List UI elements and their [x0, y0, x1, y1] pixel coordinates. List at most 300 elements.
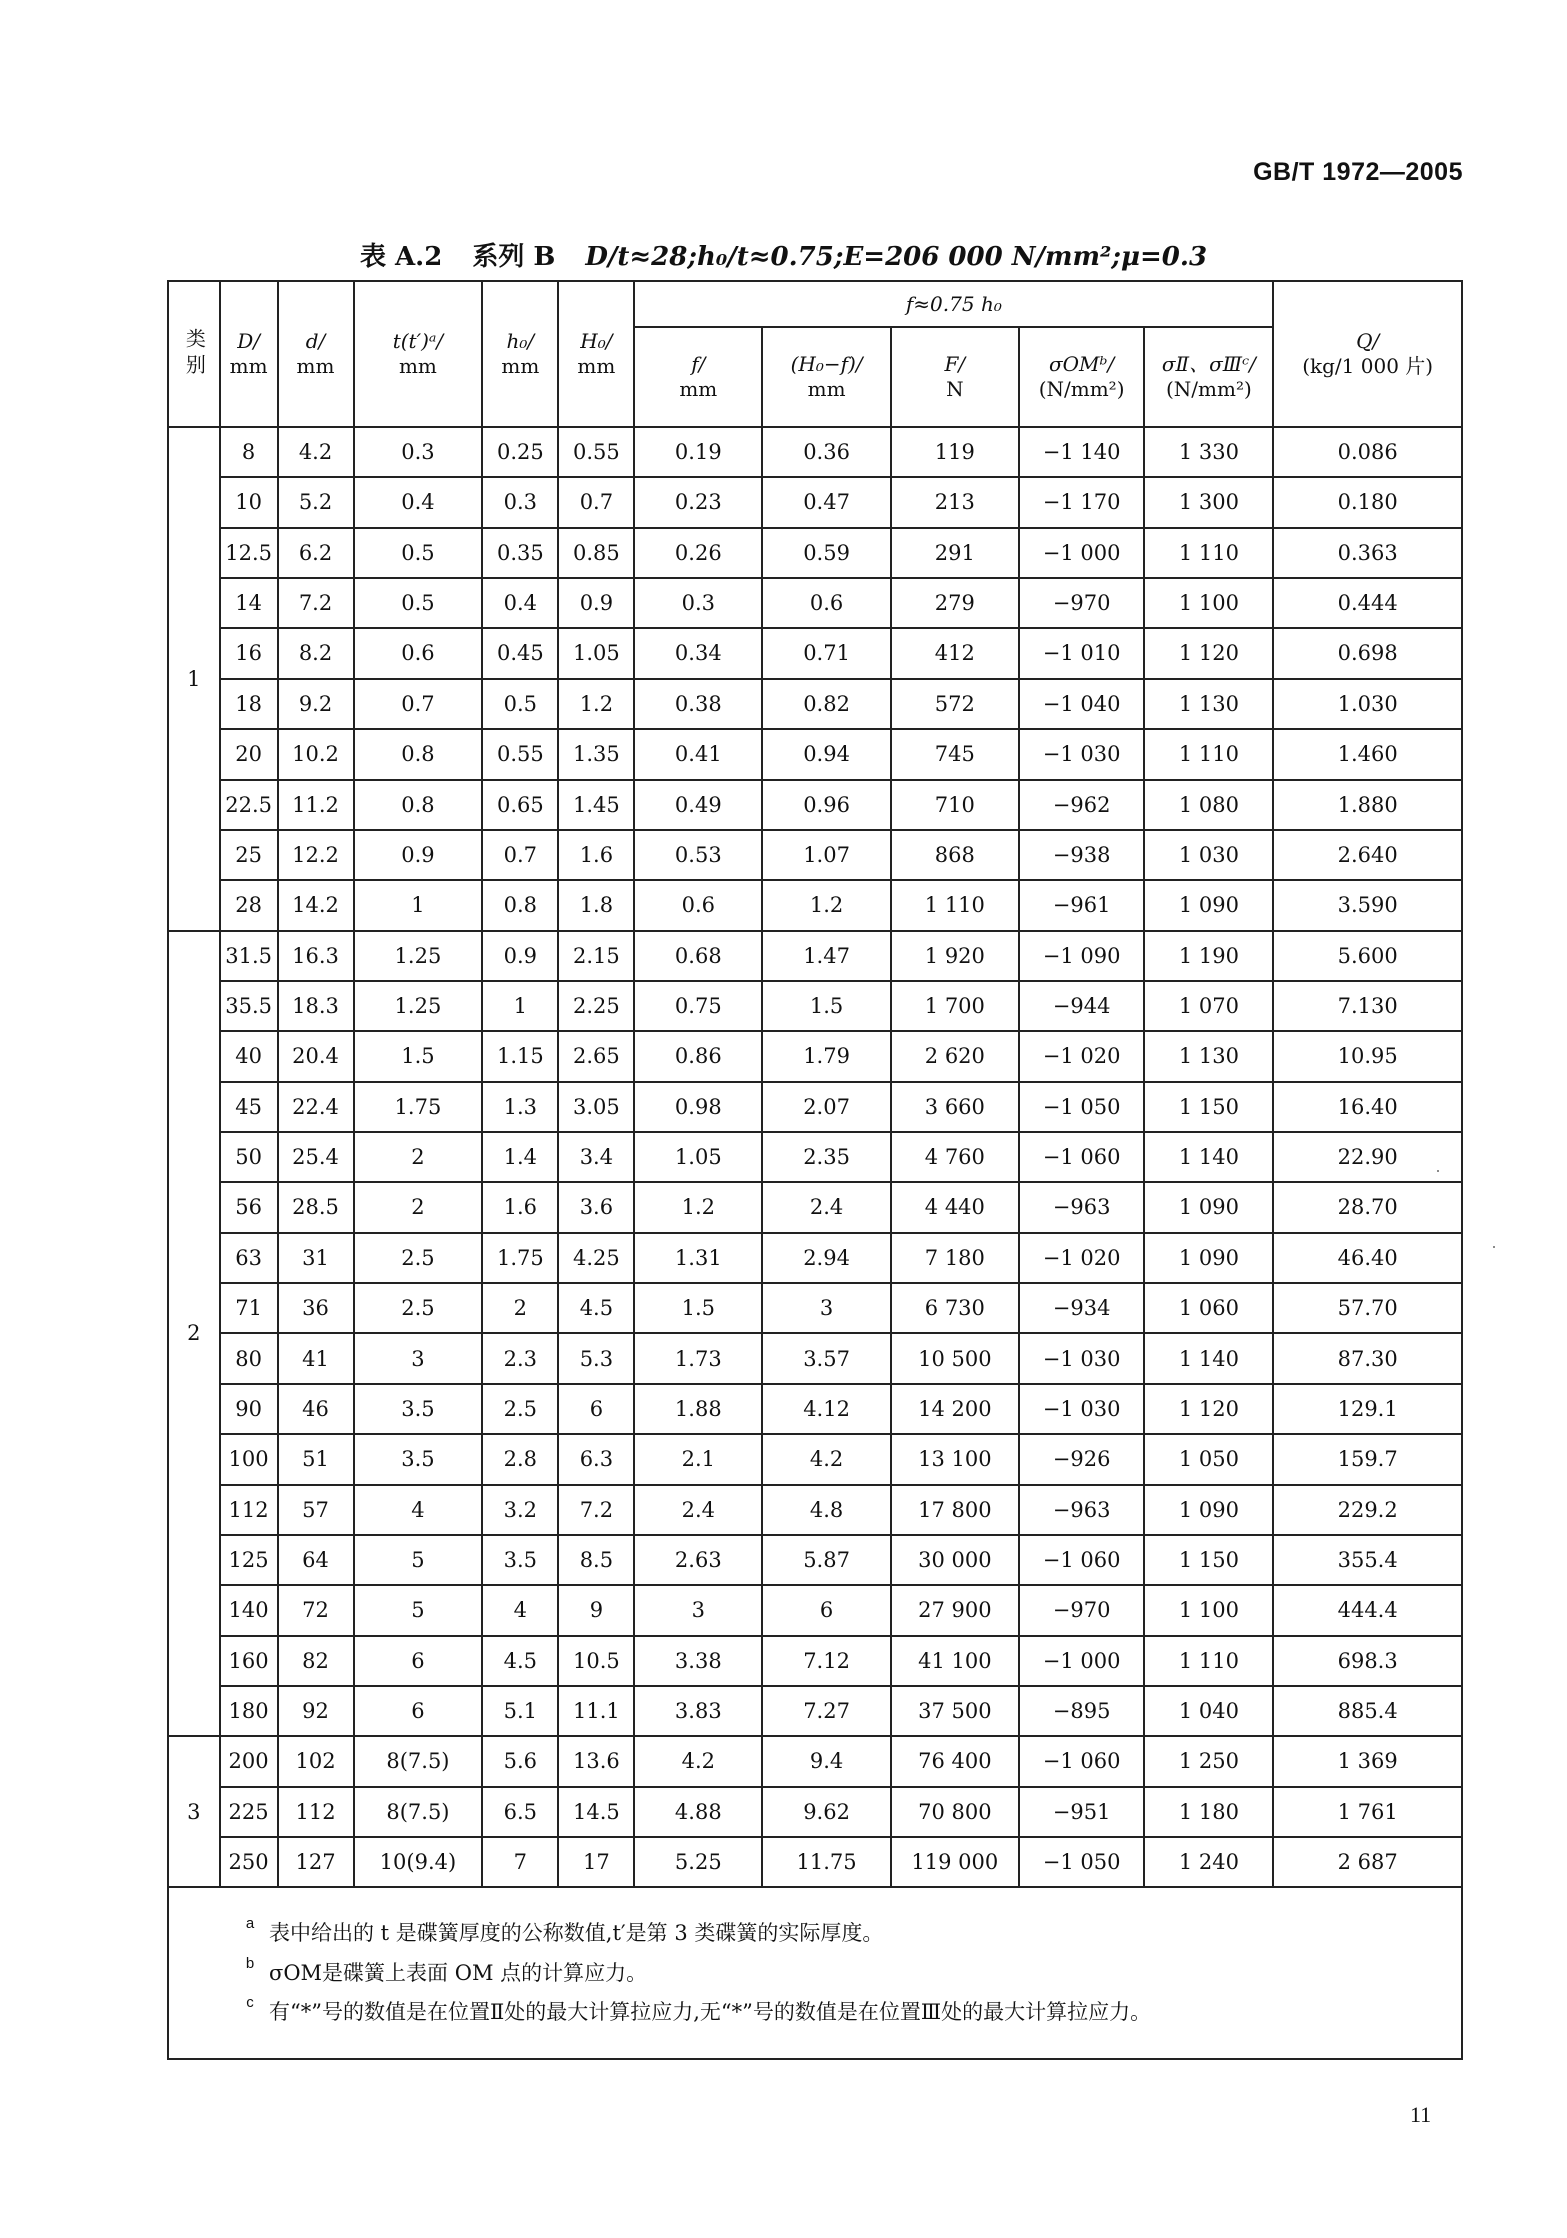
col-header-H0: H₀/ mm	[558, 281, 634, 427]
table-cell: 100	[220, 1434, 278, 1484]
table-cell: −961	[1019, 880, 1145, 930]
table-cell: 698.3	[1273, 1636, 1462, 1686]
table-cell: 2.5	[354, 1283, 483, 1333]
table-cell: −1 060	[1019, 1535, 1145, 1585]
table-cell: 57.70	[1273, 1283, 1462, 1333]
table-cell: 3	[354, 1333, 483, 1383]
table-cell: 2.65	[558, 1031, 634, 1081]
table-cell: 22.90	[1273, 1132, 1462, 1182]
table-cell: 82	[278, 1636, 354, 1686]
table-cell: 3.38	[634, 1636, 762, 1686]
table-row	[168, 1384, 1462, 1434]
table-cell: −1 170	[1019, 477, 1145, 527]
table-cell: 160	[220, 1636, 278, 1686]
table-cell: 0.180	[1273, 477, 1462, 527]
table-cell: −895	[1019, 1686, 1145, 1736]
table-row	[168, 1787, 1462, 1837]
table-cell: 1.75	[482, 1233, 558, 1283]
footnote-mark: b	[245, 1954, 255, 1972]
table-cell: 5.25	[634, 1837, 762, 1887]
table-cell: −1 000	[1019, 1636, 1145, 1686]
table-cell: 1 110	[891, 880, 1019, 930]
table-cell: 250	[220, 1837, 278, 1887]
table-cell: 5	[354, 1585, 483, 1635]
table-cell: 0.94	[762, 729, 891, 779]
table-cell: 745	[891, 729, 1019, 779]
table-cell: 1.880	[1273, 780, 1462, 830]
table-cell: 0.5	[354, 528, 483, 578]
col-header-D: D/ mm	[220, 281, 278, 427]
table-cell: 1.05	[558, 628, 634, 678]
table-cell: 0.75	[634, 981, 762, 1031]
table-cell: 13 100	[891, 1434, 1019, 1484]
table-body	[168, 427, 1462, 2059]
table-cell: 1.3	[482, 1082, 558, 1132]
table-cell: 70 800	[891, 1787, 1019, 1837]
table-cell: 0.96	[762, 780, 891, 830]
table-cell: 0.7	[354, 679, 483, 729]
table-cell: 63	[220, 1233, 278, 1283]
table-cell: −938	[1019, 830, 1145, 880]
table-cell: 1 050	[1144, 1434, 1273, 1484]
table-cell: 0.7	[558, 477, 634, 527]
table-cell: 0.55	[558, 427, 634, 477]
table-cell: 0.6	[762, 578, 891, 628]
table-cell: 5.600	[1273, 931, 1462, 981]
table-cell: 0.9	[558, 578, 634, 628]
table-cell: −1 090	[1019, 931, 1145, 981]
table-cell: 885.4	[1273, 1686, 1462, 1736]
table-cell: 1.460	[1273, 729, 1462, 779]
table-cell: 444.4	[1273, 1585, 1462, 1635]
table-row	[168, 1082, 1462, 1132]
table-cell: 1 700	[891, 981, 1019, 1031]
table-cell: 7.27	[762, 1686, 891, 1736]
table-row	[168, 427, 1462, 477]
table-cell: 5	[354, 1535, 483, 1585]
col-header-d: d/ mm	[278, 281, 354, 427]
table-cell: 3	[634, 1585, 762, 1635]
table-cell: 10.2	[278, 729, 354, 779]
table-cell: 4.88	[634, 1787, 762, 1837]
table-cell: 0.363	[1273, 528, 1462, 578]
table-cell: 0.8	[354, 729, 483, 779]
table-cell: 6 730	[891, 1283, 1019, 1333]
table-cell: 1.35	[558, 729, 634, 779]
table-cell: 1 100	[1144, 578, 1273, 628]
table-cell: 4 760	[891, 1132, 1019, 1182]
table-cell: 9.2	[278, 679, 354, 729]
table-cell: 0.9	[482, 931, 558, 981]
col-header-f: f/ mm	[634, 327, 762, 427]
table-cell: 102	[278, 1736, 354, 1786]
table-row	[168, 1031, 1462, 1081]
table-cell: 4.12	[762, 1384, 891, 1434]
table-cell: 0.53	[634, 830, 762, 880]
table-cell: −1 010	[1019, 628, 1145, 678]
table-cell: 0.85	[558, 528, 634, 578]
table-cell: 1 369	[1273, 1736, 1462, 1786]
table-cell: 0.45	[482, 628, 558, 678]
table-cell: 0.4	[354, 477, 483, 527]
table-cell: 17 800	[891, 1485, 1019, 1535]
table-cell: 11.75	[762, 1837, 891, 1887]
table-cell: 2.8	[482, 1434, 558, 1484]
table-cell: 1.6	[558, 830, 634, 880]
table-cell: 76 400	[891, 1736, 1019, 1786]
table-cell: 3.590	[1273, 880, 1462, 930]
table-cell: 0.34	[634, 628, 762, 678]
table-cell: −1 060	[1019, 1736, 1145, 1786]
table-row	[168, 880, 1462, 930]
table-cell: 2.3	[482, 1333, 558, 1383]
table-row	[168, 1182, 1462, 1232]
table-cell: 4.25	[558, 1233, 634, 1283]
table-cell: 1 090	[1144, 1233, 1273, 1283]
table-cell: 1 250	[1144, 1736, 1273, 1786]
table-cell: 0.65	[482, 780, 558, 830]
col-header-t: t(t′)ᵃ/ mm	[354, 281, 483, 427]
table-cell: 31.5	[220, 931, 278, 981]
table-cell: 0.8	[482, 880, 558, 930]
table-cell: 125	[220, 1535, 278, 1585]
table-cell: 1.15	[482, 1031, 558, 1081]
table-cell: 0.47	[762, 477, 891, 527]
table-cell: 6.3	[558, 1434, 634, 1484]
table-cell: 1 190	[1144, 931, 1273, 981]
table-cell: 10(9.4)	[354, 1837, 483, 1887]
table-cell: −970	[1019, 1585, 1145, 1635]
col-header-H0-minus-f: (H₀−f)/ mm	[762, 327, 891, 427]
table-row	[168, 1636, 1462, 1686]
table-cell: 3 660	[891, 1082, 1019, 1132]
table-cell: 9.62	[762, 1787, 891, 1837]
table-cell: 12.2	[278, 830, 354, 880]
table-cell: 1.45	[558, 780, 634, 830]
footnote-text: 有“*”号的数值是在位置Ⅱ处的最大计算拉应力,无“*”号的数值是在位置Ⅲ处的最大计算拉应力。	[269, 1999, 1152, 2024]
col-header-Q: Q/ (kg/1 000 片)	[1273, 281, 1462, 427]
scan-speck	[1437, 1170, 1439, 1172]
table-cell: 7 180	[891, 1233, 1019, 1283]
table-cell: 1 100	[1144, 1585, 1273, 1635]
table-cell: 1 130	[1144, 679, 1273, 729]
table-cell: 291	[891, 528, 1019, 578]
table-cell: 35.5	[220, 981, 278, 1031]
table-cell: 18	[220, 679, 278, 729]
table-cell: 1 120	[1144, 628, 1273, 678]
table-cell: 1	[354, 880, 483, 930]
table-cell: 5.87	[762, 1535, 891, 1585]
table-cell: 0.19	[634, 427, 762, 477]
table-row	[168, 1434, 1462, 1484]
table-cell: 6	[558, 1384, 634, 1434]
table-cell: 0.5	[482, 679, 558, 729]
table-cell: 28.5	[278, 1182, 354, 1232]
table-cell: −934	[1019, 1283, 1145, 1333]
table-cell: −944	[1019, 981, 1145, 1031]
table-cell: −1 020	[1019, 1031, 1145, 1081]
table-cell: −1 060	[1019, 1132, 1145, 1182]
table-cell: 225	[220, 1787, 278, 1837]
table-cell: 1.07	[762, 830, 891, 880]
table-cell: 92	[278, 1686, 354, 1736]
table-cell: 3.2	[482, 1485, 558, 1535]
table-cell: 0.6	[354, 628, 483, 678]
table-cell: 1 180	[1144, 1787, 1273, 1837]
table-cell: 4.8	[762, 1485, 891, 1535]
table-cell: 14.5	[558, 1787, 634, 1837]
table-cell: 159.7	[1273, 1434, 1462, 1484]
table-cell: 127	[278, 1837, 354, 1887]
table-cell: 90	[220, 1384, 278, 1434]
table-row	[168, 1837, 1462, 1887]
table-cell: 1.8	[558, 880, 634, 930]
table-row	[168, 1585, 1462, 1635]
col-header-group-deflection: f≈0.75 h₀	[634, 281, 1273, 327]
table-cell: 0.3	[634, 578, 762, 628]
table-cell: −1 000	[1019, 528, 1145, 578]
table-cell: 8(7.5)	[354, 1736, 483, 1786]
table-cell: 2.4	[762, 1182, 891, 1232]
footnotes-row	[168, 1887, 1462, 2059]
table-cell: 1.25	[354, 931, 483, 981]
table-cell: 16.40	[1273, 1082, 1462, 1132]
page-number: 11	[1410, 2102, 1432, 2127]
table-cell: 119 000	[891, 1837, 1019, 1887]
table-cell: 868	[891, 830, 1019, 880]
table-cell: 5.1	[482, 1686, 558, 1736]
table-cell: 3.5	[482, 1535, 558, 1585]
table-cell: 1 070	[1144, 981, 1273, 1031]
table-cell: 1.6	[482, 1182, 558, 1232]
footnote	[231, 1954, 1461, 1988]
category-cell: 2	[168, 931, 220, 1737]
table-cell: 0.36	[762, 427, 891, 477]
table-cell: 6.5	[482, 1787, 558, 1837]
table-cell: 1 110	[1144, 528, 1273, 578]
table-cell: 2.07	[762, 1082, 891, 1132]
table-cell: 0.26	[634, 528, 762, 578]
table-cell: 41 100	[891, 1636, 1019, 1686]
table-cell: 0.7	[482, 830, 558, 880]
table-cell: 412	[891, 628, 1019, 678]
footnote	[231, 1915, 1461, 1948]
table-row	[168, 1283, 1462, 1333]
table-cell: 41	[278, 1333, 354, 1383]
table-cell: 1.75	[354, 1082, 483, 1132]
table-cell: 129.1	[1273, 1384, 1462, 1434]
table-cell: 2.35	[762, 1132, 891, 1182]
table-cell: 1 330	[1144, 427, 1273, 477]
table-cell: 20.4	[278, 1031, 354, 1081]
table-cell: 9.4	[762, 1736, 891, 1786]
table-cell: 572	[891, 679, 1019, 729]
table-cell: 1.25	[354, 981, 483, 1031]
table-cell: 45	[220, 1082, 278, 1132]
table-cell: 87.30	[1273, 1333, 1462, 1383]
table-cell: 14 200	[891, 1384, 1019, 1434]
table-cell: 27 900	[891, 1585, 1019, 1635]
table-cell: 12.5	[220, 528, 278, 578]
table-cell: 1 080	[1144, 780, 1273, 830]
table-row	[168, 1333, 1462, 1383]
table-cell: −1 030	[1019, 1333, 1145, 1383]
table-cell: 10	[220, 477, 278, 527]
table-cell: 0.98	[634, 1082, 762, 1132]
table-cell: 2.63	[634, 1535, 762, 1585]
table-cell: 279	[891, 578, 1019, 628]
table-cell: 28	[220, 880, 278, 930]
table-cell: −926	[1019, 1434, 1145, 1484]
table-cell: 0.6	[634, 880, 762, 930]
table-cell: 1 110	[1144, 729, 1273, 779]
table-cell: 3	[762, 1283, 891, 1333]
table-cell: 64	[278, 1535, 354, 1585]
table-cell: 14.2	[278, 880, 354, 930]
table-row	[168, 1485, 1462, 1535]
table-cell: 0.086	[1273, 427, 1462, 477]
table-cell: 11.2	[278, 780, 354, 830]
table-cell: 1 040	[1144, 1686, 1273, 1736]
table-cell: 3.5	[354, 1434, 483, 1484]
table-cell: 16.3	[278, 931, 354, 981]
table-cell: 14	[220, 578, 278, 628]
table-cell: 2.5	[354, 1233, 483, 1283]
table-cell: 6	[354, 1636, 483, 1686]
table-cell: 0.4	[482, 578, 558, 628]
table-cell: 11.1	[558, 1686, 634, 1736]
table-cell: 1 150	[1144, 1082, 1273, 1132]
scan-speck	[1493, 1246, 1495, 1248]
table-cell: 22.5	[220, 780, 278, 830]
table-row	[168, 1736, 1462, 1786]
table-row	[168, 578, 1462, 628]
table-cell: 200	[220, 1736, 278, 1786]
table-cell: 1 110	[1144, 1636, 1273, 1686]
table-cell: 1.47	[762, 931, 891, 981]
table-cell: 4.5	[558, 1283, 634, 1333]
table-cell: 1 300	[1144, 477, 1273, 527]
table-cell: 4.2	[634, 1736, 762, 1786]
table-cell: 0.8	[354, 780, 483, 830]
table-row	[168, 729, 1462, 779]
table-cell: 2	[354, 1132, 483, 1182]
table-cell: 4	[482, 1585, 558, 1635]
table-cell: 6.2	[278, 528, 354, 578]
col-header-F: F/ N	[891, 327, 1019, 427]
table-cell: 10.95	[1273, 1031, 1462, 1081]
table-cell: 0.3	[354, 427, 483, 477]
table-cell: 119	[891, 427, 1019, 477]
table-cell: 3.6	[558, 1182, 634, 1232]
table-cell: 2.4	[634, 1485, 762, 1535]
table-cell: 1 090	[1144, 1485, 1273, 1535]
table-cell: 0.35	[482, 528, 558, 578]
table-cell: −1 050	[1019, 1837, 1145, 1887]
table-caption	[0, 236, 1567, 273]
table-cell: 112	[220, 1485, 278, 1535]
table-cell: 1.05	[634, 1132, 762, 1182]
table-cell: 0.9	[354, 830, 483, 880]
table-cell: −962	[1019, 780, 1145, 830]
table-cell: 7.12	[762, 1636, 891, 1686]
table-cell: 4 440	[891, 1182, 1019, 1232]
table-cell: 1 060	[1144, 1283, 1273, 1333]
table-cell: 8(7.5)	[354, 1787, 483, 1837]
table-cell: 0.82	[762, 679, 891, 729]
table-cell: 25	[220, 830, 278, 880]
table-cell: 51	[278, 1434, 354, 1484]
table-cell: 1 761	[1273, 1787, 1462, 1837]
table-cell: 8.5	[558, 1535, 634, 1585]
table-cell: 17	[558, 1837, 634, 1887]
col-header-category: 类别	[168, 281, 220, 427]
table-cell: 1 030	[1144, 830, 1273, 880]
table-cell: 112	[278, 1787, 354, 1837]
table-cell: −951	[1019, 1787, 1145, 1837]
standard-code: GB/T 1972—2005	[1253, 158, 1463, 186]
table-cell: 0.55	[482, 729, 558, 779]
table-cell: 0.698	[1273, 628, 1462, 678]
table-cell: 2.15	[558, 931, 634, 981]
table-cell: 1.5	[354, 1031, 483, 1081]
table-cell: 0.25	[482, 427, 558, 477]
footnotes-cell	[168, 1887, 1462, 2059]
table-cell: 57	[278, 1485, 354, 1535]
table-cell: 4.2	[762, 1434, 891, 1484]
table-cell: 0.59	[762, 528, 891, 578]
footnote-mark: c	[246, 1993, 254, 2011]
table-cell: 20	[220, 729, 278, 779]
table-cell: 3.83	[634, 1686, 762, 1736]
table-cell: 1 240	[1144, 1837, 1273, 1887]
table-row	[168, 830, 1462, 880]
category-cell: 1	[168, 427, 220, 931]
table-cell: 1.2	[634, 1182, 762, 1232]
table-cell: 4.2	[278, 427, 354, 477]
table-cell: 1 140	[1144, 1132, 1273, 1182]
table-cell: 1.2	[558, 679, 634, 729]
table-cell: 71	[220, 1283, 278, 1333]
table-cell: 1 140	[1144, 1333, 1273, 1383]
table-cell: 3.05	[558, 1082, 634, 1132]
footnote-mark: a	[245, 1915, 255, 1933]
table-cell: 2 687	[1273, 1837, 1462, 1887]
table-cell: 6	[762, 1585, 891, 1635]
table-cell: 10 500	[891, 1333, 1019, 1383]
table-cell: −963	[1019, 1485, 1145, 1535]
table-cell: 1.2	[762, 880, 891, 930]
table-cell: 10.5	[558, 1636, 634, 1686]
table-cell: 0.38	[634, 679, 762, 729]
table-cell: 1.5	[762, 981, 891, 1031]
table-cell: 180	[220, 1686, 278, 1736]
table-cell: 40	[220, 1031, 278, 1081]
table-cell: 355.4	[1273, 1535, 1462, 1585]
table-cell: 140	[220, 1585, 278, 1635]
col-header-sigma-2-3: σⅡ、σⅢᶜ/ (N/mm²)	[1144, 327, 1273, 427]
table-cell: 0.23	[634, 477, 762, 527]
table-cell: −1 040	[1019, 679, 1145, 729]
table-cell: 3.4	[558, 1132, 634, 1182]
table-cell: 7	[482, 1837, 558, 1887]
table-cell: 5.3	[558, 1333, 634, 1383]
table-cell: −1 050	[1019, 1082, 1145, 1132]
table-cell: 8.2	[278, 628, 354, 678]
table-cell: 213	[891, 477, 1019, 527]
table-cell: 1 130	[1144, 1031, 1273, 1081]
table-row	[168, 477, 1462, 527]
